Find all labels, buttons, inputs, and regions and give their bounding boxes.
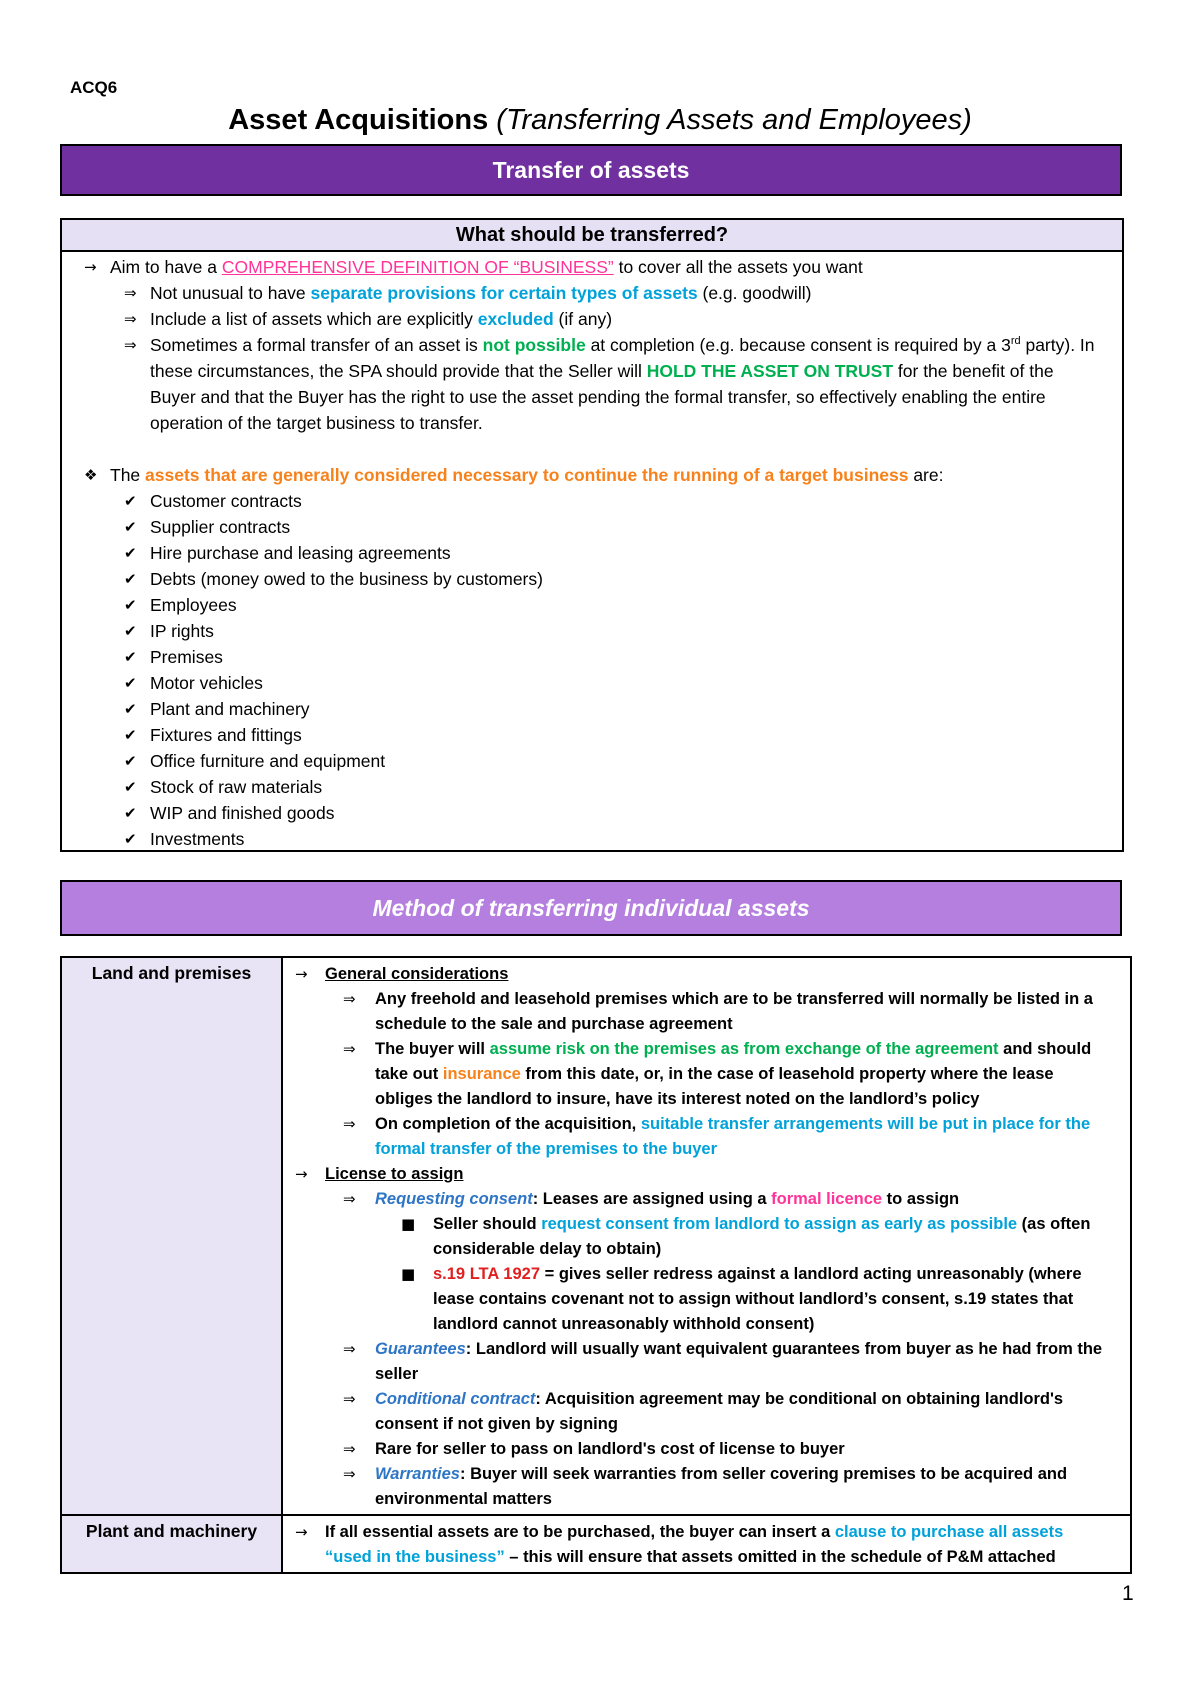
section-bar-transfer-of-assets: Transfer of assets (60, 144, 1122, 196)
table-row (61, 957, 1131, 1515)
check-icon: ✔ (124, 596, 137, 614)
asset-item (84, 748, 1122, 774)
check-icon: ✔ (124, 726, 137, 744)
check-icon: ✔ (124, 752, 137, 770)
asset-label: Debts (money owed to the business by customers) (150, 569, 543, 589)
asset-item (84, 540, 1122, 566)
check-icon: ✔ (124, 544, 137, 562)
check-icon: ✔ (124, 778, 137, 796)
list-item: ⇒ Include a list of assets which are explicitly excluded (if any) (84, 306, 1122, 332)
asset-item (84, 696, 1122, 722)
asset-item (84, 774, 1122, 800)
row-label-land-and-premises: Land and premises (61, 957, 282, 1515)
check-icon: ✔ (124, 622, 137, 640)
page-title (0, 104, 1200, 137)
check-icon: ✔ (124, 648, 137, 666)
square-bullet-icon: ■ (401, 1215, 416, 1233)
list-item: ⇒ Not unusual to have separate provisions for certain types of assets (e.g. goodwill) (84, 280, 1122, 306)
double-arrow-icon: ⇒ (343, 1465, 356, 1483)
list-item: ❖ The assets that are generally considered necessary to continue the running of a target business are: (84, 462, 1122, 488)
page-number: 1 (1122, 1582, 1134, 1605)
asset-item (84, 800, 1122, 826)
asset-label: Premises (150, 647, 223, 667)
list-item: ⇒ Sometimes a formal transfer of an asset is not possible at completion (e.g. because consent is required by a 3rd party). In these circumstances, the SPA should provide that the Seller will HOLD THE ASSET ON TRUST for the benefit of the Buyer and that the Buyer has the right to use the asset pending the formal transfer, so effectively enabling the entire operation of the target business to transfer. (84, 332, 1122, 436)
asset-label: Motor vehicles (150, 673, 263, 693)
arrow-icon: → (295, 965, 308, 983)
check-icon: ✔ (124, 492, 137, 510)
asset-label: Stock of raw materials (150, 777, 323, 797)
asset-item (84, 644, 1122, 670)
list-item: → Aim to have a COMPREHENSIVE DEFINITION OF “BUSINESS” to cover all the assets you want (84, 254, 1122, 280)
double-arrow-icon: ⇒ (343, 1040, 356, 1058)
asset-label: Investments (150, 829, 245, 849)
double-arrow-icon: ⇒ (343, 1190, 356, 1208)
asset-label: IP rights (150, 621, 214, 641)
method-table (60, 956, 1132, 1574)
comprehensive-definition-link-text: COMPREHENSIVE DEFINITION OF “BUSINESS” (221, 257, 614, 277)
double-arrow-icon: ⇒ (124, 336, 137, 354)
asset-item (84, 670, 1122, 696)
asset-item (84, 514, 1122, 540)
double-arrow-icon: ⇒ (343, 1390, 356, 1408)
arrow-icon: → (84, 258, 97, 276)
asset-checklist (84, 488, 1122, 852)
box-title: What should be transferred? (62, 220, 1122, 252)
square-bullet-icon: ■ (401, 1265, 416, 1283)
asset-item (84, 722, 1122, 748)
asset-item (84, 566, 1122, 592)
row-label-plant-and-machinery: Plant and machinery (61, 1515, 282, 1573)
title-sub: (Transferring Assets and Employees) (496, 104, 972, 136)
table-row (61, 1515, 1131, 1573)
double-arrow-icon: ⇒ (343, 1340, 356, 1358)
general-considerations-heading: General considerations (325, 965, 509, 983)
check-icon: ✔ (124, 518, 137, 536)
title-main: Asset Acquisitions (228, 104, 489, 136)
asset-label: Plant and machinery (150, 699, 310, 719)
asset-item (84, 618, 1122, 644)
asset-label: Customer contracts (150, 491, 302, 511)
what-should-be-transferred-box (60, 218, 1124, 852)
asset-label: Supplier contracts (150, 517, 291, 537)
asset-label: WIP and finished goods (150, 803, 335, 823)
asset-item (84, 592, 1122, 618)
double-arrow-icon: ⇒ (343, 990, 356, 1008)
double-arrow-icon: ⇒ (343, 1115, 356, 1133)
arrow-icon: → (295, 1523, 308, 1541)
check-icon: ✔ (124, 674, 137, 692)
document-code: ACQ6 (70, 78, 118, 97)
check-icon: ✔ (124, 570, 137, 588)
asset-label: Fixtures and fittings (150, 725, 302, 745)
asset-label: Employees (150, 595, 237, 615)
double-arrow-icon: ⇒ (343, 1440, 356, 1458)
plant-and-machinery-content: → If all essential assets are to be purchased, the buyer can insert a clause to purchase all assets “used in the business” – this will ensure that assets omitted in the schedule of P&M attached (282, 1515, 1131, 1573)
check-icon: ✔ (124, 804, 137, 822)
diamond-icon: ❖ (84, 466, 98, 484)
double-arrow-icon: ⇒ (124, 284, 137, 302)
asset-item (84, 488, 1122, 514)
land-and-premises-content: → General considerations ⇒ Any freehold and leasehold premises which are to be transferred will normally be listed in a schedule to the sale and purchase agreement ⇒ The buyer will assume risk on the premises as from exchange of the agreement and should take out insurance from this date, or, in the case of leasehold property where the lease obliges the landlord to insure, have its interest noted on the landlord’s policy ⇒ On completion of the acquisition, suitable transfer arrangements will be put in place for the formal transfer of the premises to the buyer → License to assign ⇒ Requesting consent: Leases are assigned using a formal licence to assign ■ Seller should request consent from landlord to assign as early as possible (as often considerable delay to obtain) ■ s.19 LTA 1927 = gives seller redress against a landlord acting unreasonably (where lease contains covenant not to assign without landlord’s consent, s.19 states that landlord cannot unreasonably withhold consent) ⇒ Guarantees: Landlord will usually want equivalent guarantees from buyer as he had from the seller ⇒ Conditional contract: Acquisition agreement may be conditional on obtaining landlord's consent if not given by signing ⇒ Rare for seller to pass on landlord's cost of license to buyer ⇒ Warranties: Buyer will seek warranties from seller covering premises to be acquired and environmental matters (282, 957, 1131, 1515)
license-to-assign-heading: License to assign (325, 1165, 464, 1183)
asset-item (84, 826, 1122, 852)
section-bar-method-of-transferring: Method of transferring individual assets (60, 880, 1122, 936)
arrow-icon: → (295, 1165, 308, 1183)
asset-label: Hire purchase and leasing agreements (150, 543, 451, 563)
double-arrow-icon: ⇒ (124, 310, 137, 328)
check-icon: ✔ (124, 830, 137, 848)
check-icon: ✔ (124, 700, 137, 718)
asset-label: Office furniture and equipment (150, 751, 386, 771)
